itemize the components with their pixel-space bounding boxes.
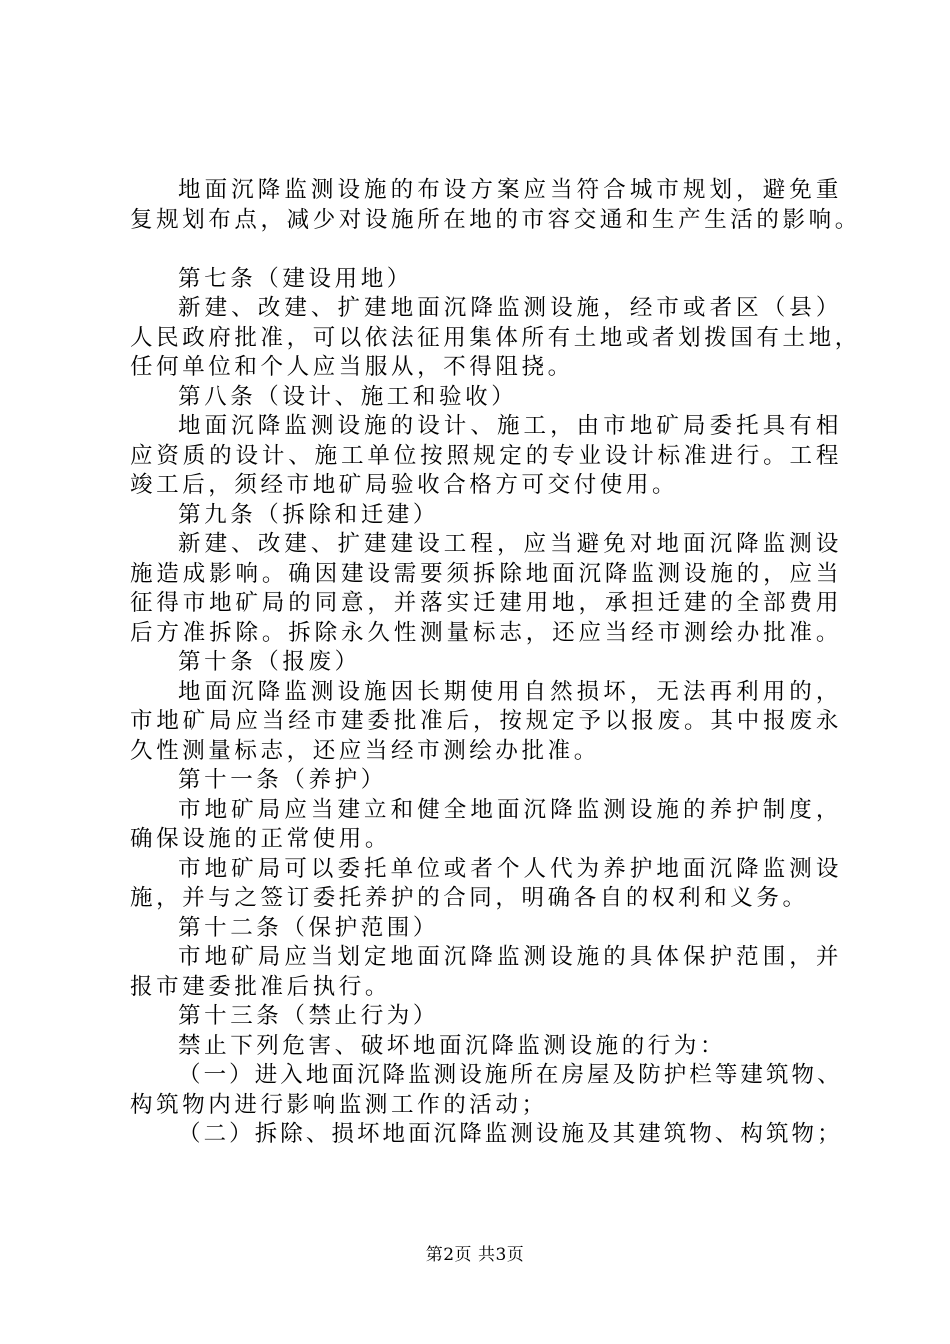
article-heading: 第十二条（保护范围） <box>178 914 440 941</box>
article-heading: 第十条（报废） <box>178 649 361 675</box>
body-text-line: 禁止下列危害、破坏地面沉降监测设施的行为： <box>178 1032 727 1059</box>
body-text-line: 确保设施的正常使用。 <box>130 826 392 852</box>
body-text-line: 人民政府批准，可以依法征用集体所有土地或者划拨国有土地， <box>130 324 861 351</box>
body-text-line: 市地矿局应当划定地面沉降监测设施的具体保护范围，并 <box>178 944 842 970</box>
body-text-line: 报市建委批准后执行。 <box>130 973 392 1000</box>
body-text-line: 地面沉降监测设施因长期使用自然损坏，无法再利用的， <box>178 678 842 705</box>
body-text-line: 地面沉降监测设施的布设方案应当符合城市规划，避免重 <box>178 177 842 203</box>
article-heading: 第十一条（养护） <box>178 767 387 793</box>
body-text-line: 征得市地矿局的同意，并落实迁建用地，承担迁建的全部费用 <box>130 590 842 616</box>
body-text-line: 施，并与之签订委托养护的合同，明确各自的权利和义务。 <box>130 885 809 911</box>
body-text-line: 复规划布点，减少对设施所在地的市容交通和生产生活的影响。 <box>130 206 861 233</box>
article-heading: 第七条（建设用地） <box>178 265 413 292</box>
list-item-line: 构筑物内进行影响监测工作的活动； <box>130 1091 548 1118</box>
body-text-line: 后方准拆除。拆除永久性测量标志，还应当经市测绘办批准。 <box>130 619 842 646</box>
article-heading: 第九条（拆除和迁建） <box>178 501 440 528</box>
body-text-line: 市地矿局应当经市建委批准后，按规定予以报废。其中报废永 <box>130 708 842 734</box>
list-item-line: （二）拆除、损坏地面沉降监测设施及其建筑物、构筑物； <box>178 1121 842 1147</box>
page-number-footer: 第2页 共3页 <box>425 1245 525 1265</box>
body-text-line: 竣工后，须经市地矿局验收合格方可交付使用。 <box>130 472 679 498</box>
body-text-line: 市地矿局可以委托单位或者个人代为养护地面沉降监测设 <box>178 855 842 882</box>
body-text-line: 久性测量标志，还应当经市测绘办批准。 <box>130 737 600 764</box>
body-text-line: 任何单位和个人应当服从，不得阻挠。 <box>130 354 574 380</box>
list-item-line: （一）进入地面沉降监测设施所在房屋及防护栏等建筑物、 <box>178 1062 842 1088</box>
body-text-line: 市地矿局应当建立和健全地面沉降监测设施的养护制度， <box>178 796 842 823</box>
body-text-line: 应资质的设计、施工单位按照规定的专业设计标准进行。工程 <box>130 442 842 469</box>
body-text-line: 新建、改建、扩建建设工程，应当避免对地面沉降监测设 <box>178 531 842 557</box>
paragraph-spacer <box>130 235 842 265</box>
body-text-line: 施造成影响。确因建设需要须拆除地面沉降监测设施的，应当 <box>130 560 842 587</box>
article-heading: 第八条（设计、施工和验收） <box>178 383 518 410</box>
document-body <box>130 176 861 1150</box>
article-heading: 第十三条（禁止行为） <box>178 1003 440 1029</box>
body-text-line: 新建、改建、扩建地面沉降监测设施，经市或者区（县） <box>178 295 842 321</box>
body-text-line: 地面沉降监测设施的设计、施工，由市地矿局委托具有相 <box>178 413 842 439</box>
